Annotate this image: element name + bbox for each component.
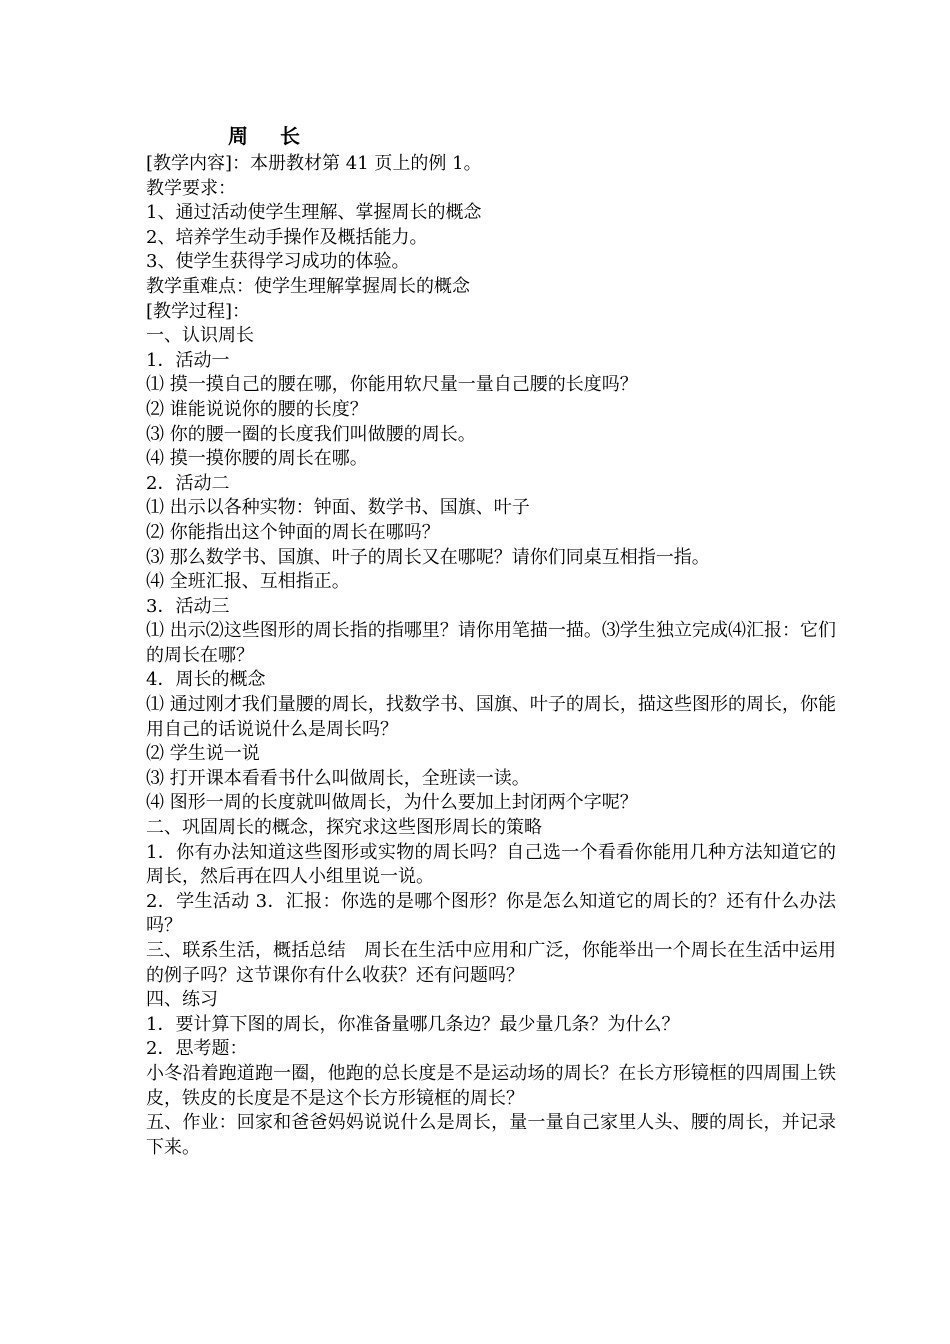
activity-2-heading: 2．活动二 (146, 472, 230, 494)
key-points: 教学重难点：使学生理解掌握周长的概念 (146, 275, 470, 297)
concept-step-1: ⑴ 通过刚才我们量腰的周长，找数学书、国旗、叶子的周长，描这些图形的周长，你能用自己的话说说什么是周长吗？ (146, 694, 836, 740)
exercise-1: 1．要计算下图的周长，你准备量哪几条边？最少量几条？为什么？ (146, 1013, 680, 1035)
requirements-heading: 教学要求： (146, 177, 236, 199)
section-2-item-1: 1．你有办法知道这些图形或实物的周长吗？自己选一个看看你能用几种方法知道它的周长，然后再在四人小组里说一说。 (146, 841, 836, 888)
process-heading: [教学过程]： (146, 300, 251, 322)
activity-1-step-1: ⑴ 摸一摸自己的腰在哪，你能用软尺量一量自己腰的长度吗？ (146, 374, 638, 396)
requirement-2: 2、培养学生动手操作及概括能力。 (146, 226, 428, 248)
document-page (146, 120, 836, 1160)
homework: 五、作业：回家和爸爸妈妈说说什么是周长，量一量自己家里人头、腰的周长，并记录下来。 (146, 1112, 836, 1158)
section-2-heading: 二、巩固周长的概念，探究求这些图形周长的策略 (146, 817, 542, 839)
document-title: 周长 (228, 124, 332, 148)
requirement-3: 3、使学生获得学习成功的体验。 (146, 251, 410, 273)
section-4-heading: 四、练习 (146, 989, 218, 1011)
section-3-paragraph: 三、联系生活，概括总结 周长在生活中应用和广泛，你能举出一个周长在生活中运用的例子吗？这节课你有什么收获？还有问题吗？ (146, 940, 836, 986)
activity-3-steps: ⑴ 出示⑵这些图形的周长指的指哪里？请你用笔描一描。⑶学生独立完成⑷汇报：它们的周长在哪？ (146, 620, 836, 666)
concept-step-2: ⑵ 学生说一说 (146, 743, 260, 765)
concept-heading: 4．周长的概念 (146, 669, 266, 691)
requirement-1: 1、通过活动使学生理解、掌握周长的概念 (146, 202, 482, 224)
concept-step-3: ⑶ 打开课本看看书什么叫做周长，全班读一读。 (146, 767, 530, 789)
activity-1-step-3: ⑶ 你的腰一圈的长度我们叫做腰的周长。 (146, 423, 476, 445)
section-1-heading: 一、认识周长 (146, 325, 254, 347)
activity-3-heading: 3．活动三 (146, 595, 230, 617)
activity-1-step-2: ⑵ 谁能说说你的腰的长度？ (146, 398, 368, 420)
activity-2-step-2: ⑵ 你能指出这个钟面的周长在哪吗？ (146, 521, 440, 543)
section-2-item-2: 2．学生活动 3．汇报：你选的是哪个图形？你是怎么知道它的周长的？还有什么办法吗？ (146, 890, 836, 937)
concept-step-4: ⑷ 图形一周的长度就叫做周长，为什么要加上封闭两个字呢？ (146, 792, 638, 814)
teaching-content: [教学内容]：本册教材第 41 页上的例 1。 (146, 153, 482, 174)
exercise-2-text: 小冬沿着跑道跑一圈，他跑的总长度是不是运动场的周长？在长方形镜框的四周围上铁皮，铁皮的长度是不是这个长方形镜框的周长？ (146, 1062, 836, 1109)
activity-2-step-4: ⑷ 全班汇报、互相指正。 (146, 571, 350, 593)
activity-2-step-1: ⑴ 出示以各种实物：钟面、数学书、国旗、叶子 (146, 497, 530, 519)
activity-1-step-4: ⑷ 摸一摸你腰的周长在哪。 (146, 448, 368, 470)
activity-2-step-3: ⑶ 那么数学书、国旗、叶子的周长又在哪呢？请你们同桌互相指一指。 (146, 546, 710, 568)
activity-1-heading: 1．活动一 (146, 349, 230, 371)
exercise-2-heading: 2．思考题： (146, 1038, 248, 1060)
